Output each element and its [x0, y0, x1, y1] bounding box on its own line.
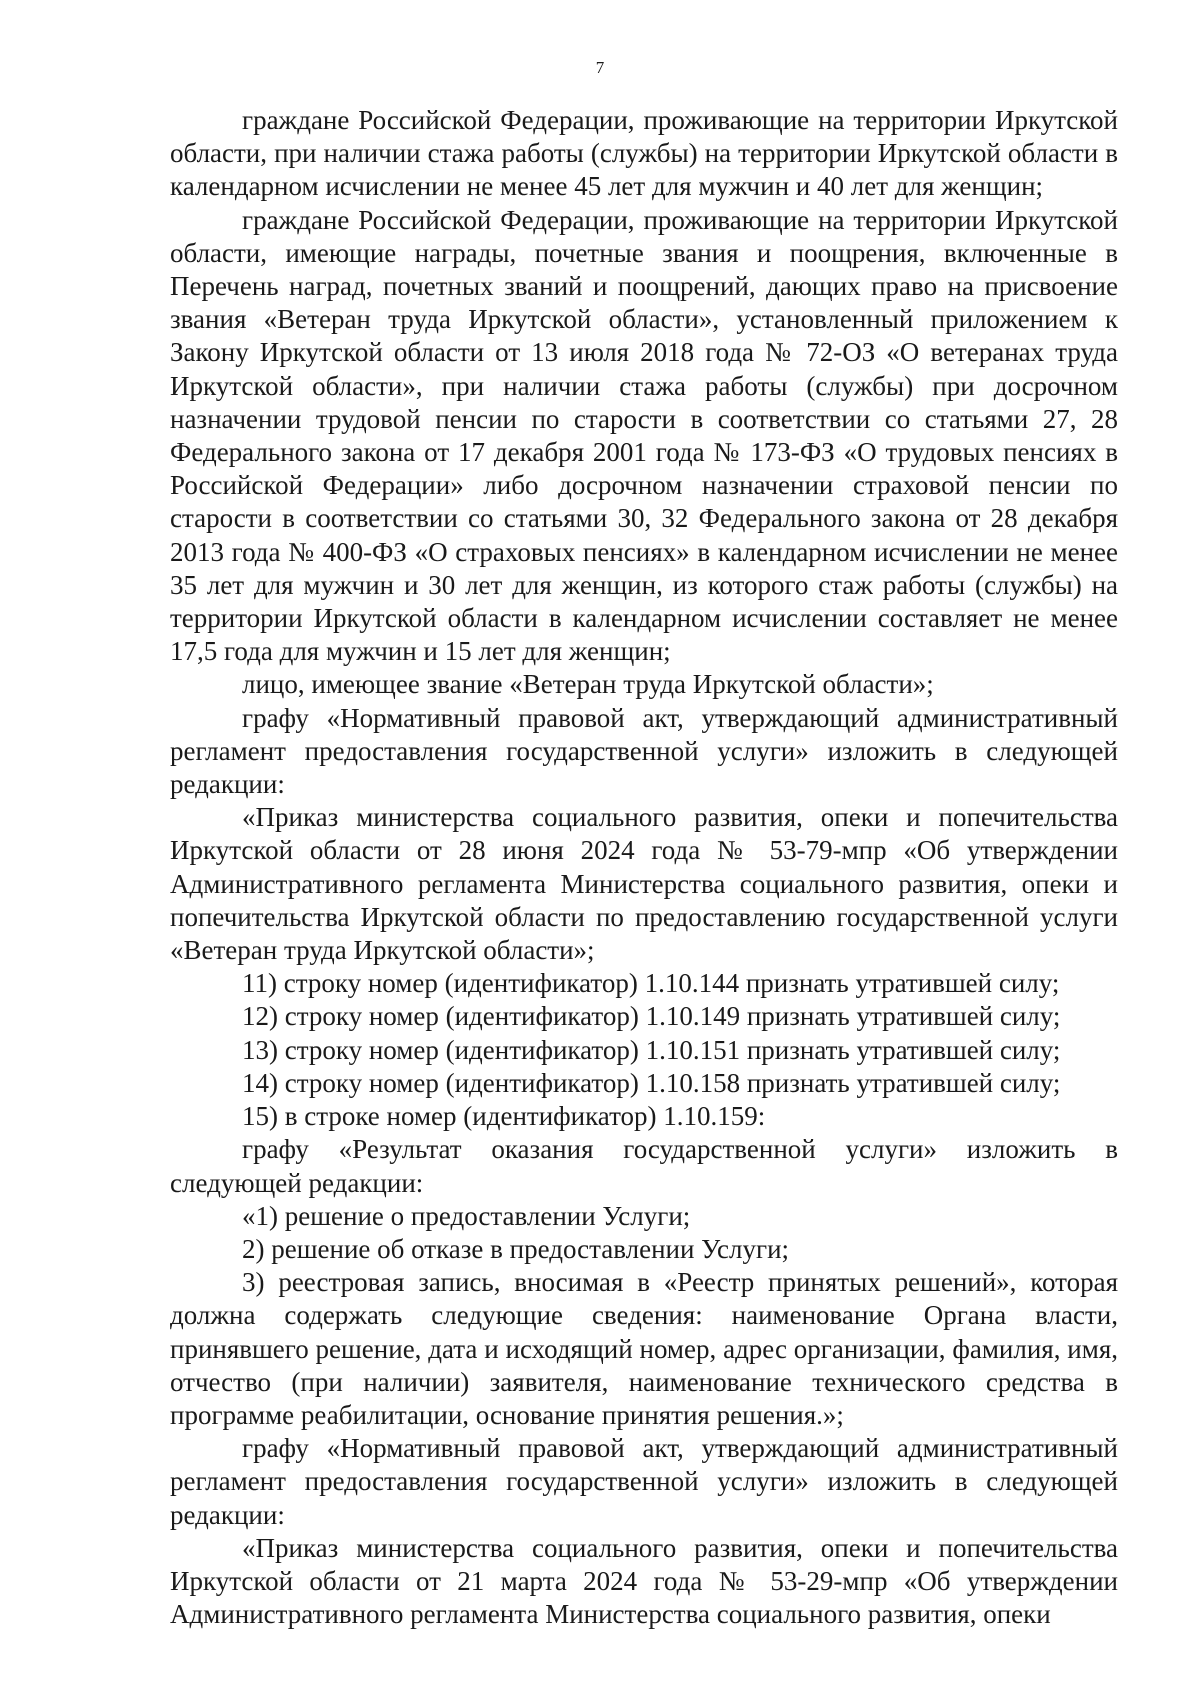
document-body	[170, 104, 1118, 1631]
list-item-12: 12) строку номер (идентификатор) 1.10.149 признать утратившей силу;	[242, 1001, 1061, 1032]
result-item-3: 3) реестровая запись, вносимая в «Реестр принятых решений», которая должна содержать следующие сведения: наименование Органа власти, принявшего решение, дата и исходящий номер, адрес организации, фамилия, имя, отчество (при наличии) заявителя, наименование технического средства в программе реабилитации, основание принятия решения.»;	[170, 1267, 1118, 1430]
list-item-14: 14) строку номер (идентификатор) 1.10.158 признать утратившей силу;	[242, 1067, 1061, 1098]
list-item-11: 11) строку номер (идентификатор) 1.10.144 признать утратившей силу;	[242, 968, 1060, 999]
list-item-15: 15) в строке номер (идентификатор) 1.10.159:	[242, 1101, 766, 1132]
paragraph-title-holder: лицо, имеющее звание «Ветеран труда Иркутской области»;	[242, 669, 934, 700]
result-item-2: 2) решение об отказе в предоставлении Услуги;	[242, 1233, 790, 1264]
paragraph-normative-act-heading-2: графу «Нормативный правовой акт, утверждающий административный регламент предоставления государственной услуги» изложить в следующей редакции:	[170, 1433, 1118, 1530]
paragraph-citizens-awards: граждане Российской Федерации, проживающие на территории Иркутской области, имеющие награды, почетные звания и поощрения, включенные в Перечень наград, почетных званий и поощрений, дающих право на присвоение звания «Ветеран труда Иркутской области», установленный приложением к Закону Иркутской области от 13 июля 2018 года № 72-ОЗ «О ветеранах труда Иркутской области», при наличии стажа работы (службы) при досрочном назначении трудовой пенсии по старости в соответствии со статьями 27, 28 Федерального закона от 17 декабря 2001 года № 173-ФЗ «О трудовых пенсиях в Российской Федерации» либо досрочном назначении страховой пенсии по старости в соответствии со статьями 30, 32 Федерального закона от 28 декабря 2013 года № 400-ФЗ «О страховых пенсиях» в календарном исчислении не менее 35 лет для мужчин и 30 лет для женщин, из которого стаж работы (службы) на территории Иркутской области в календарном исчислении составляет не менее 17,5 года для мужчин и 15 лет для женщин;	[170, 204, 1118, 667]
paragraph-result-heading: графу «Результат оказания государственной услуги» изложить в следующей редакции:	[170, 1134, 1118, 1198]
result-item-1: «1) решение о предоставлении Услуги;	[242, 1200, 691, 1231]
paragraph-normative-act-heading: графу «Нормативный правовой акт, утверждающий административный регламент предоставления государственной услуги» изложить в следующей редакции:	[170, 702, 1118, 800]
page-number: 7	[595, 58, 605, 77]
paragraph-citizens-45-years: граждане Российской Федерации, проживающие на территории Иркутской области, при наличии стажа работы (службы) на территории Иркутской области в календарном исчислении не менее 45 лет для мужчин и 40 лет для женщин;	[170, 105, 1118, 202]
paragraph-order-28-june: «Приказ министерства социального развития, опеки и попечительства Иркутской области от 28 июня 2024 года № 53-79-мпр «Об утверждении Административного регламента Министерства социального развития, опеки и попечительства Иркутской области по предоставлению государственной услуги «Ветеран труда Иркутской области»;	[170, 802, 1118, 966]
paragraph-order-21-march: «Приказ министерства социального развития, опеки и попечительства Иркутской области от 21 марта 2024 года № 53-29-мпр «Об утверждении Административного регламента Министерства социального развития, опеки	[170, 1532, 1118, 1630]
list-item-13: 13) строку номер (идентификатор) 1.10.151 признать утратившей силу;	[242, 1034, 1061, 1065]
